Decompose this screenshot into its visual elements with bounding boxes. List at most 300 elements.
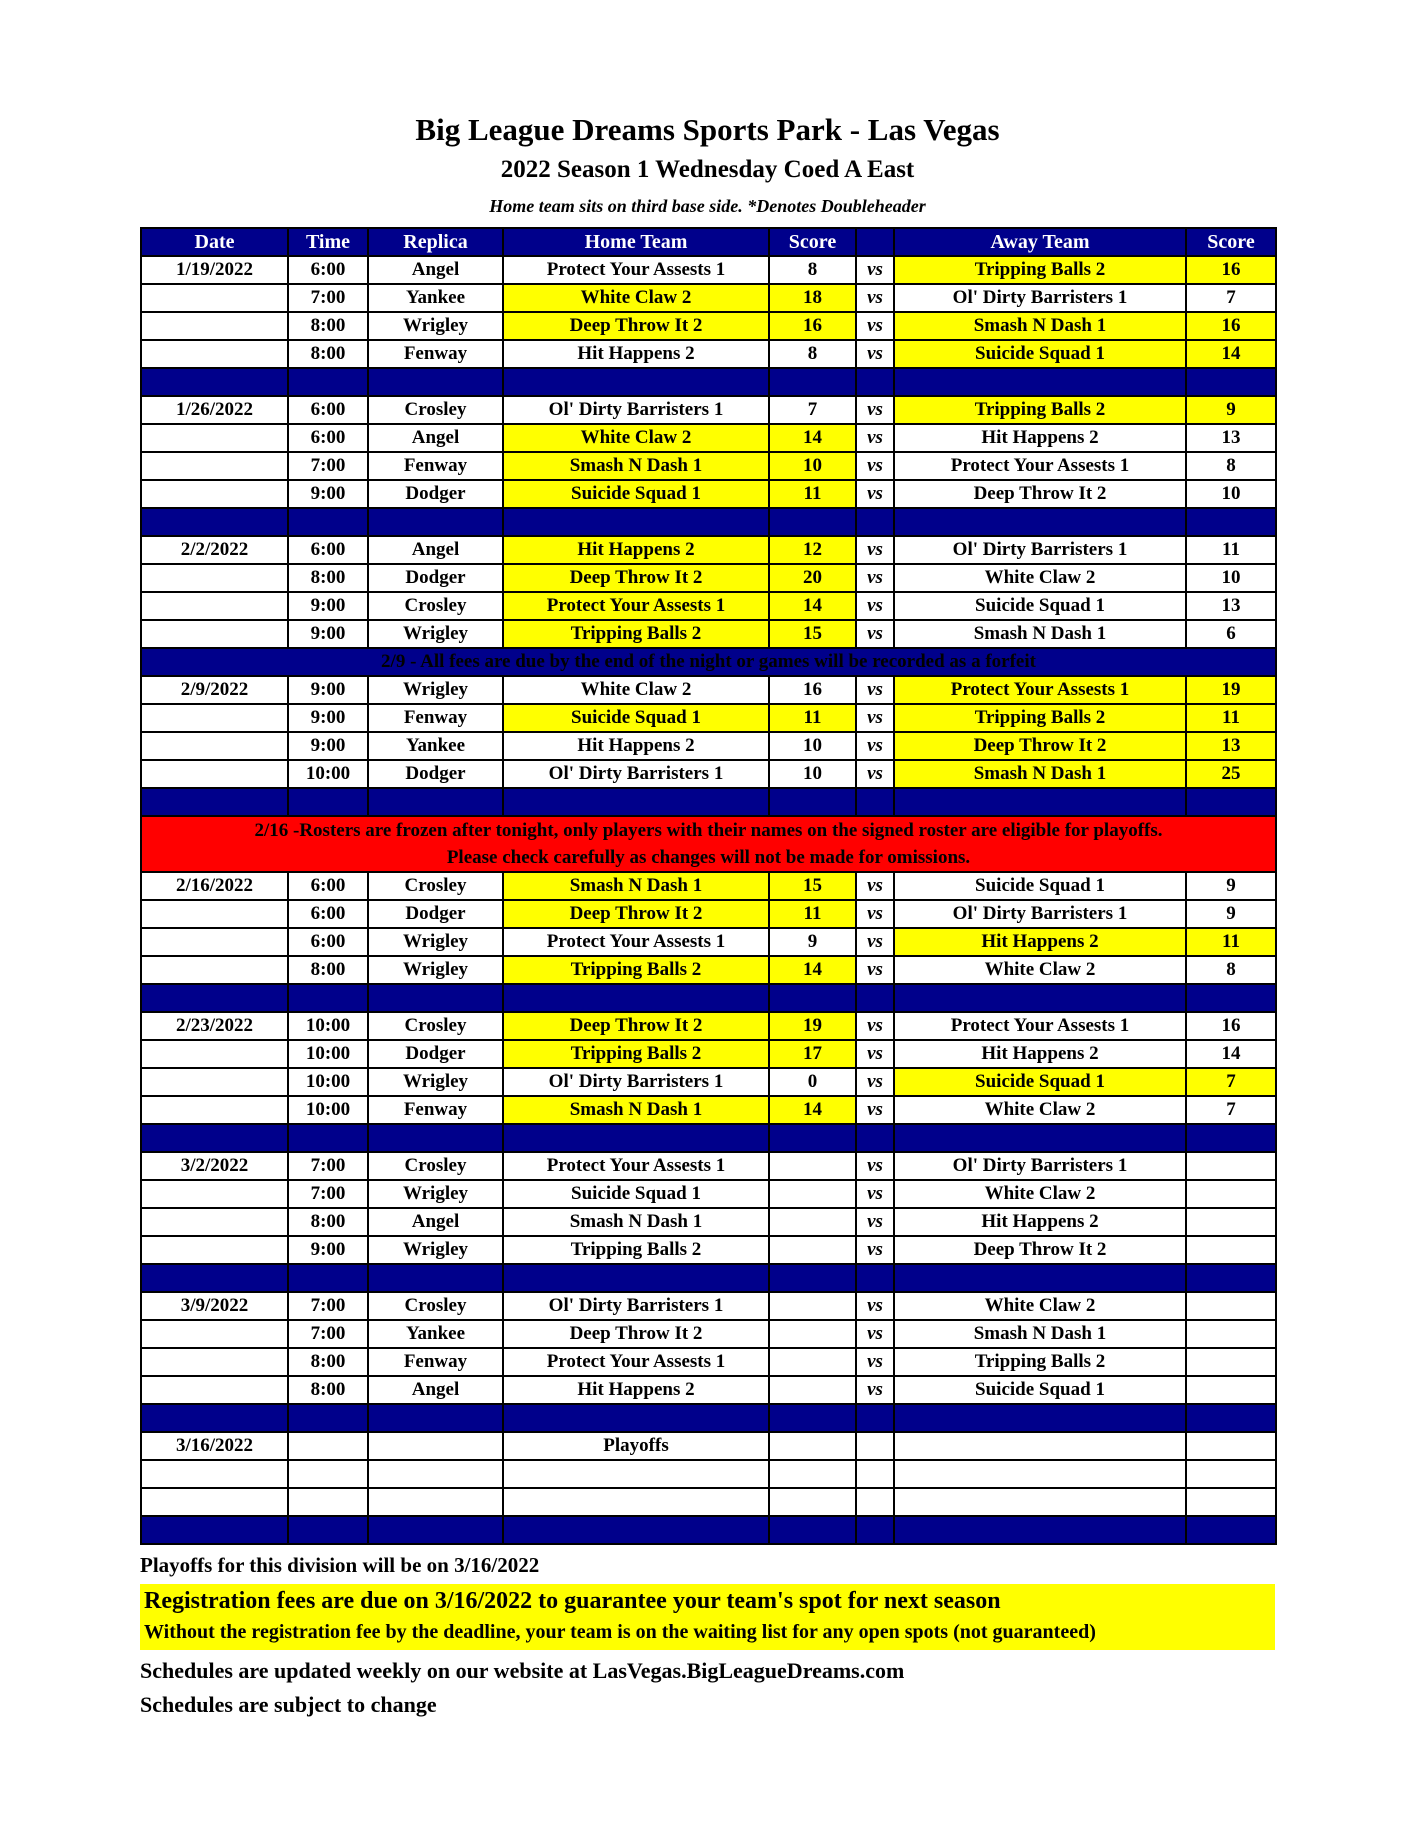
- date-cell: [141, 620, 288, 648]
- banner-text: 2/9 - All fees are due by the end of the night or games will be recorded as a forfeit: [381, 651, 1036, 672]
- replica-cell: Crosley: [368, 872, 503, 900]
- away-score-cell: 16: [1186, 256, 1276, 284]
- separator-cell: [1186, 508, 1276, 536]
- separator-cell: [1186, 788, 1276, 816]
- time-cell: 9:00: [288, 676, 368, 704]
- empty-cell: [769, 1460, 856, 1488]
- time-cell: 7:00: [288, 1180, 368, 1208]
- vs-cell: vs: [856, 256, 894, 284]
- away-team-cell: Protect Your Assests 1: [894, 676, 1186, 704]
- away-score-cell: [1186, 1180, 1276, 1208]
- away-team-cell: Smash N Dash 1: [894, 1320, 1186, 1348]
- date-cell: [141, 956, 288, 984]
- separator-cell: [503, 1124, 769, 1152]
- separator-cell: [368, 788, 503, 816]
- date-cell: [141, 1348, 288, 1376]
- vs-cell: vs: [856, 1348, 894, 1376]
- away-score-cell: 11: [1186, 704, 1276, 732]
- away-score-cell: 7: [1186, 1068, 1276, 1096]
- replica-cell: Crosley: [368, 1292, 503, 1320]
- separator-cell: [894, 508, 1186, 536]
- away-team-cell: Ol' Dirty Barristers 1: [894, 900, 1186, 928]
- home-score-cell: 14: [769, 592, 856, 620]
- home-team-cell: Suicide Squad 1: [503, 1180, 769, 1208]
- time-cell: 9:00: [288, 592, 368, 620]
- page-subtitle: 2022 Season 1 Wednesday Coed A East: [500, 156, 915, 183]
- home-score-cell: 11: [769, 900, 856, 928]
- away-team-cell: Ol' Dirty Barristers 1: [894, 284, 1186, 312]
- replica-cell: Dodger: [368, 564, 503, 592]
- vs-cell: vs: [856, 1208, 894, 1236]
- separator-cell: [1186, 368, 1276, 396]
- game-row: [141, 536, 1276, 564]
- replica-cell: Yankee: [368, 284, 503, 312]
- game-row: [141, 1068, 1276, 1096]
- vs-cell: vs: [856, 396, 894, 424]
- away-score-cell: 11: [1186, 928, 1276, 956]
- separator-cell: [894, 1264, 1186, 1292]
- away-team-cell: Deep Throw It 2: [894, 732, 1186, 760]
- separator-cell: [769, 1516, 856, 1544]
- home-score-cell: [769, 1348, 856, 1376]
- home-score-cell: 8: [769, 256, 856, 284]
- empty-cell: [141, 1488, 288, 1516]
- home-score-cell: 18: [769, 284, 856, 312]
- separator-cell: [503, 508, 769, 536]
- home-team-cell: Deep Throw It 2: [503, 312, 769, 340]
- away-score-cell: 14: [1186, 1040, 1276, 1068]
- schedules-change-note: Schedules are subject to change: [140, 1692, 437, 1717]
- game-row: [141, 872, 1276, 900]
- replica-cell: Angel: [368, 1208, 503, 1236]
- game-row: [141, 452, 1276, 480]
- separator-cell: [769, 508, 856, 536]
- vs-cell: vs: [856, 1320, 894, 1348]
- empty-cell: [894, 1488, 1186, 1516]
- separator-row: [141, 368, 1276, 396]
- separator-cell: [503, 984, 769, 1012]
- home-score-cell: [769, 1152, 856, 1180]
- replica-cell: Angel: [368, 424, 503, 452]
- playoffs-label-cell: Playoffs: [503, 1432, 769, 1460]
- away-team-cell: White Claw 2: [894, 1180, 1186, 1208]
- empty-cell: [1186, 1488, 1276, 1516]
- schedules-updated-note: Schedules are updated weekly on our website at LasVegas.BigLeagueDreams.com: [140, 1658, 905, 1683]
- vs-cell: vs: [856, 928, 894, 956]
- home-team-cell: Ol' Dirty Barristers 1: [503, 760, 769, 788]
- separator-cell: [856, 508, 894, 536]
- playoffs-row: [141, 1432, 1276, 1460]
- away-team-cell: White Claw 2: [894, 1096, 1186, 1124]
- game-row: [141, 1040, 1276, 1068]
- home-team-cell: Deep Throw It 2: [503, 564, 769, 592]
- home-score-cell: 7: [769, 396, 856, 424]
- vs-cell: vs: [856, 284, 894, 312]
- away-score-cell: [1186, 1432, 1276, 1460]
- replica-cell: Fenway: [368, 340, 503, 368]
- vs-cell: vs: [856, 900, 894, 928]
- away-score-cell: [1186, 1348, 1276, 1376]
- separator-cell: [1186, 1516, 1276, 1544]
- home-score-cell: 8: [769, 340, 856, 368]
- date-cell: [141, 1320, 288, 1348]
- separator-row: [141, 984, 1276, 1012]
- time-cell: 7:00: [288, 1292, 368, 1320]
- banner-text: 2/16 -Rosters are frozen after tonight, only players with their names on the signed roster are eligible for playoffs.: [254, 820, 1163, 841]
- replica-cell: Dodger: [368, 900, 503, 928]
- replica-cell: Dodger: [368, 1040, 503, 1068]
- separator-cell: [141, 788, 288, 816]
- time-cell: 10:00: [288, 1096, 368, 1124]
- banner-cell: [141, 648, 1276, 676]
- column-header-home-team: Home Team: [503, 228, 769, 256]
- away-team-cell: Smash N Dash 1: [894, 620, 1186, 648]
- time-cell: 7:00: [288, 452, 368, 480]
- separator-cell: [769, 1264, 856, 1292]
- date-cell: 3/2/2022: [141, 1152, 288, 1180]
- separator-cell: [1186, 1404, 1276, 1432]
- game-row: [141, 704, 1276, 732]
- date-cell: [141, 928, 288, 956]
- home-score-cell: [769, 1292, 856, 1320]
- away-score-cell: [1186, 1376, 1276, 1404]
- home-score-cell: 16: [769, 676, 856, 704]
- time-cell: 7:00: [288, 284, 368, 312]
- separator-cell: [503, 1404, 769, 1432]
- time-cell: 10:00: [288, 760, 368, 788]
- date-cell: 2/16/2022: [141, 872, 288, 900]
- vs-cell: vs: [856, 1292, 894, 1320]
- separator-cell: [368, 1516, 503, 1544]
- vs-cell: vs: [856, 1012, 894, 1040]
- home-team-cell: Tripping Balls 2: [503, 956, 769, 984]
- date-cell: [141, 564, 288, 592]
- date-cell: [141, 284, 288, 312]
- replica-cell: Wrigley: [368, 1068, 503, 1096]
- home-team-cell: Tripping Balls 2: [503, 1236, 769, 1264]
- away-score-cell: [1186, 1208, 1276, 1236]
- date-cell: [141, 1236, 288, 1264]
- column-header-replica: Replica: [368, 228, 503, 256]
- home-team-cell: White Claw 2: [503, 284, 769, 312]
- vs-cell: vs: [856, 620, 894, 648]
- separator-cell: [288, 1264, 368, 1292]
- time-cell: 10:00: [288, 1068, 368, 1096]
- away-score-cell: 6: [1186, 620, 1276, 648]
- home-score-cell: [769, 1180, 856, 1208]
- home-team-cell: Suicide Squad 1: [503, 704, 769, 732]
- schedule-body: [141, 256, 1276, 1544]
- column-header-away-team: Away Team: [894, 228, 1186, 256]
- separator-cell: [856, 984, 894, 1012]
- time-cell: 6:00: [288, 928, 368, 956]
- away-score-cell: 10: [1186, 564, 1276, 592]
- separator-cell: [368, 508, 503, 536]
- separator-cell: [503, 1516, 769, 1544]
- home-team-cell: Ol' Dirty Barristers 1: [503, 1068, 769, 1096]
- home-score-cell: 20: [769, 564, 856, 592]
- home-score-cell: 14: [769, 956, 856, 984]
- separator-cell: [894, 1516, 1186, 1544]
- time-cell: 8:00: [288, 1208, 368, 1236]
- away-team-cell: Deep Throw It 2: [894, 480, 1186, 508]
- vs-cell: vs: [856, 956, 894, 984]
- separator-cell: [141, 984, 288, 1012]
- game-row: [141, 340, 1276, 368]
- game-row: [141, 256, 1276, 284]
- home-score-cell: [769, 1208, 856, 1236]
- home-score-cell: [769, 1432, 856, 1460]
- game-row: [141, 928, 1276, 956]
- game-row: [141, 956, 1276, 984]
- replica-cell: Wrigley: [368, 1236, 503, 1264]
- empty-cell: [1186, 1460, 1276, 1488]
- vs-cell: vs: [856, 480, 894, 508]
- separator-cell: [769, 368, 856, 396]
- replica-cell: Yankee: [368, 1320, 503, 1348]
- time-cell: 6:00: [288, 396, 368, 424]
- separator-cell: [288, 1404, 368, 1432]
- away-score-cell: [1186, 1152, 1276, 1180]
- vs-cell: vs: [856, 1236, 894, 1264]
- registration-due-note: Registration fees are due on 3/16/2022 to guarantee your team's spot for next season: [144, 1588, 1001, 1614]
- away-score-cell: 25: [1186, 760, 1276, 788]
- separator-cell: [368, 1404, 503, 1432]
- date-cell: [141, 340, 288, 368]
- vs-cell: vs: [856, 340, 894, 368]
- date-cell: 1/19/2022: [141, 256, 288, 284]
- separator-cell: [141, 1516, 288, 1544]
- empty-cell: [856, 1488, 894, 1516]
- vs-cell: vs: [856, 732, 894, 760]
- separator-cell: [141, 1264, 288, 1292]
- time-cell: 9:00: [288, 1236, 368, 1264]
- away-team-cell: Hit Happens 2: [894, 1040, 1186, 1068]
- vs-cell: vs: [856, 424, 894, 452]
- date-cell: [141, 760, 288, 788]
- home-team-cell: Protect Your Assests 1: [503, 592, 769, 620]
- table-header-row: [141, 228, 1276, 256]
- time-cell: 8:00: [288, 1348, 368, 1376]
- separator-cell: [856, 1124, 894, 1152]
- separator-cell: [368, 1124, 503, 1152]
- date-cell: [141, 1180, 288, 1208]
- game-row: [141, 1292, 1276, 1320]
- footer: [140, 1553, 1275, 1718]
- separator-cell: [856, 368, 894, 396]
- away-team-cell: Hit Happens 2: [894, 424, 1186, 452]
- empty-cell: [769, 1488, 856, 1516]
- away-team-cell: Tripping Balls 2: [894, 396, 1186, 424]
- time-cell: 6:00: [288, 536, 368, 564]
- home-score-cell: 17: [769, 1040, 856, 1068]
- vs-cell: vs: [856, 872, 894, 900]
- date-cell: [141, 452, 288, 480]
- empty-cell: [894, 1460, 1186, 1488]
- empty-cell: [503, 1488, 769, 1516]
- away-score-cell: 10: [1186, 480, 1276, 508]
- away-team-cell: Suicide Squad 1: [894, 872, 1186, 900]
- away-score-cell: 13: [1186, 732, 1276, 760]
- away-team-cell: White Claw 2: [894, 564, 1186, 592]
- date-cell: 3/16/2022: [141, 1432, 288, 1460]
- separator-cell: [1186, 984, 1276, 1012]
- column-header-time: Time: [288, 228, 368, 256]
- game-row: [141, 1348, 1276, 1376]
- empty-cell: [288, 1460, 368, 1488]
- away-score-cell: 7: [1186, 284, 1276, 312]
- home-team-cell: Deep Throw It 2: [503, 900, 769, 928]
- replica-cell: Dodger: [368, 760, 503, 788]
- separator-cell: [894, 984, 1186, 1012]
- date-cell: [141, 592, 288, 620]
- date-cell: 2/2/2022: [141, 536, 288, 564]
- empty-cell: [368, 1488, 503, 1516]
- time-cell: [288, 1432, 368, 1460]
- game-row: [141, 424, 1276, 452]
- date-cell: [141, 732, 288, 760]
- column-header-vs: [856, 228, 894, 256]
- separator-cell: [288, 984, 368, 1012]
- replica-cell: Wrigley: [368, 620, 503, 648]
- separator-cell: [894, 1404, 1186, 1432]
- separator-cell: [769, 1124, 856, 1152]
- home-team-cell: Hit Happens 2: [503, 1376, 769, 1404]
- home-team-cell: Ol' Dirty Barristers 1: [503, 396, 769, 424]
- away-score-cell: 14: [1186, 340, 1276, 368]
- home-team-cell: Tripping Balls 2: [503, 1040, 769, 1068]
- away-score-cell: 19: [1186, 676, 1276, 704]
- date-cell: [141, 900, 288, 928]
- replica-cell: Fenway: [368, 704, 503, 732]
- replica-cell: [368, 1432, 503, 1460]
- home-score-cell: 14: [769, 1096, 856, 1124]
- empty-cell: [368, 1460, 503, 1488]
- replica-cell: Angel: [368, 256, 503, 284]
- time-cell: 10:00: [288, 1040, 368, 1068]
- away-team-cell: Tripping Balls 2: [894, 704, 1186, 732]
- separator-cell: [368, 984, 503, 1012]
- vs-cell: vs: [856, 312, 894, 340]
- date-cell: 2/23/2022: [141, 1012, 288, 1040]
- time-cell: 6:00: [288, 900, 368, 928]
- time-cell: 9:00: [288, 480, 368, 508]
- game-row: [141, 676, 1276, 704]
- home-team-cell: Protect Your Assests 1: [503, 1152, 769, 1180]
- home-team-cell: Smash N Dash 1: [503, 1208, 769, 1236]
- game-row: [141, 480, 1276, 508]
- away-score-cell: [1186, 1292, 1276, 1320]
- empty-cell: [856, 1460, 894, 1488]
- home-score-cell: 11: [769, 480, 856, 508]
- away-score-cell: 16: [1186, 1012, 1276, 1040]
- away-team-cell: Protect Your Assests 1: [894, 452, 1186, 480]
- away-team-cell: Smash N Dash 1: [894, 312, 1186, 340]
- home-score-cell: 11: [769, 704, 856, 732]
- separator-cell: [141, 508, 288, 536]
- away-score-cell: 13: [1186, 424, 1276, 452]
- time-cell: 7:00: [288, 1320, 368, 1348]
- replica-cell: Crosley: [368, 396, 503, 424]
- separator-cell: [1186, 1264, 1276, 1292]
- game-row: [141, 620, 1276, 648]
- home-score-cell: 14: [769, 424, 856, 452]
- away-team-cell: Ol' Dirty Barristers 1: [894, 536, 1186, 564]
- away-team-cell: Tripping Balls 2: [894, 1348, 1186, 1376]
- home-team-cell: Smash N Dash 1: [503, 872, 769, 900]
- away-team-cell: White Claw 2: [894, 956, 1186, 984]
- home-score-cell: 15: [769, 872, 856, 900]
- away-team-cell: Deep Throw It 2: [894, 1236, 1186, 1264]
- time-cell: 9:00: [288, 620, 368, 648]
- game-row: [141, 1320, 1276, 1348]
- time-cell: 8:00: [288, 1376, 368, 1404]
- separator-row: [141, 508, 1276, 536]
- vs-cell: vs: [856, 1068, 894, 1096]
- separator-cell: [856, 788, 894, 816]
- date-cell: [141, 312, 288, 340]
- home-team-cell: Deep Throw It 2: [503, 1320, 769, 1348]
- home-score-cell: 10: [769, 760, 856, 788]
- home-team-cell: Protect Your Assests 1: [503, 256, 769, 284]
- empty-row: [141, 1460, 1276, 1488]
- away-score-cell: 11: [1186, 536, 1276, 564]
- time-cell: 8:00: [288, 564, 368, 592]
- banner-text: Please check carefully as changes will not be made for omissions.: [446, 847, 971, 868]
- date-cell: [141, 424, 288, 452]
- time-cell: 8:00: [288, 312, 368, 340]
- date-cell: [141, 1376, 288, 1404]
- separator-cell: [288, 1516, 368, 1544]
- separator-cell: [894, 1124, 1186, 1152]
- home-score-cell: [769, 1236, 856, 1264]
- home-team-cell: Hit Happens 2: [503, 732, 769, 760]
- separator-cell: [856, 1404, 894, 1432]
- game-row: [141, 1208, 1276, 1236]
- replica-cell: Wrigley: [368, 956, 503, 984]
- playoffs-note: Playoffs for this division will be on 3/16/2022: [140, 1553, 540, 1577]
- empty-cell: [141, 1460, 288, 1488]
- away-score-cell: [1186, 1236, 1276, 1264]
- column-header-score: Score: [1186, 228, 1276, 256]
- separator-row: [141, 788, 1276, 816]
- away-score-cell: [1186, 1320, 1276, 1348]
- away-team-cell: Tripping Balls 2: [894, 256, 1186, 284]
- date-cell: [141, 480, 288, 508]
- separator-cell: [769, 984, 856, 1012]
- game-row: [141, 284, 1276, 312]
- game-row: [141, 1152, 1276, 1180]
- home-team-cell: Smash N Dash 1: [503, 452, 769, 480]
- away-score-cell: 8: [1186, 452, 1276, 480]
- replica-cell: Wrigley: [368, 676, 503, 704]
- home-team-cell: Hit Happens 2: [503, 340, 769, 368]
- game-row: [141, 592, 1276, 620]
- vs-cell: vs: [856, 592, 894, 620]
- game-row: [141, 1096, 1276, 1124]
- time-cell: 8:00: [288, 956, 368, 984]
- fees-due-banner: [141, 648, 1276, 676]
- vs-cell: vs: [856, 676, 894, 704]
- game-row: [141, 312, 1276, 340]
- separator-cell: [503, 1264, 769, 1292]
- replica-cell: Dodger: [368, 480, 503, 508]
- date-cell: 1/26/2022: [141, 396, 288, 424]
- home-score-cell: 12: [769, 536, 856, 564]
- time-cell: 8:00: [288, 340, 368, 368]
- home-team-cell: Hit Happens 2: [503, 536, 769, 564]
- vs-cell: vs: [856, 452, 894, 480]
